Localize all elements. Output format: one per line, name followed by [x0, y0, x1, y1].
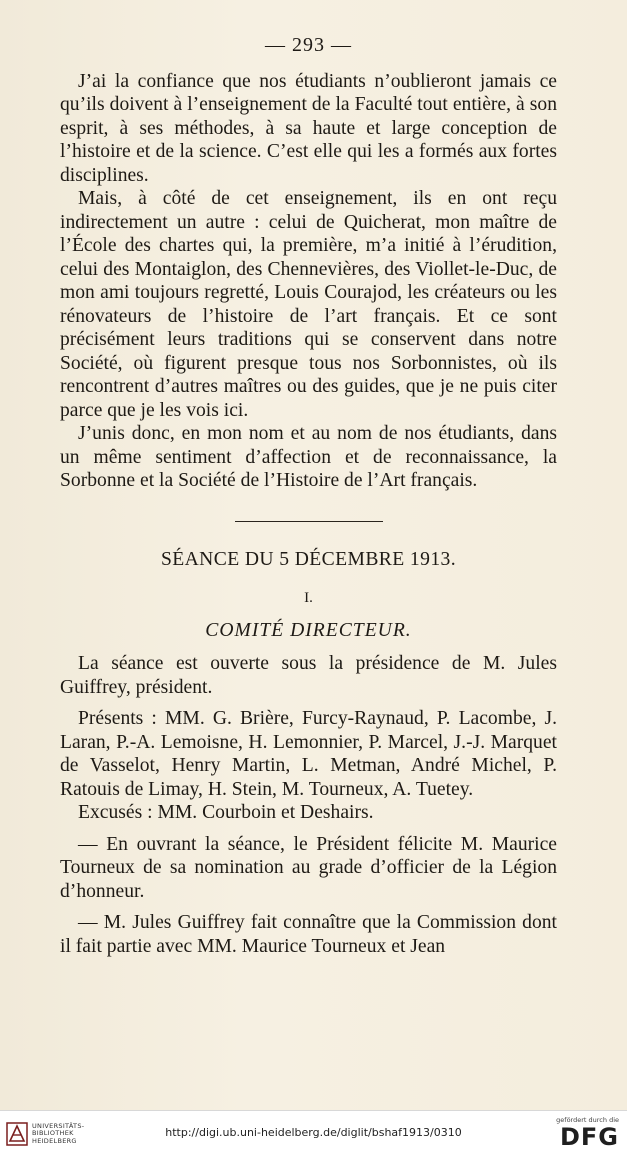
- section-numeral: I.: [304, 590, 313, 606]
- permalink-url[interactable]: http://digi.ub.uni-heidelberg.de/diglit/bshaf1913/0310: [165, 1126, 462, 1139]
- paragraph: J’unis donc, en mon nom et au nom de nos étudiants, dans un même sentiment d’affection et de reconnaissance, la Sorbonne et la Société de l’Histoire de l’Art français.: [60, 423, 557, 491]
- paragraph: Excusés : MM. Courboin et Deshairs.: [78, 802, 374, 823]
- paragraph: La séance est ouverte sous la présidence de M. Jules Guiffrey, président.: [60, 653, 557, 698]
- section-heading: COMITÉ DIRECTEUR.: [205, 619, 412, 641]
- paragraph: Présents : MM. G. Brière, Furcy-Raynaud, P. Lacombe, J. Laran, P.-A. Lemoisne, H. Lemonnier, P. Marcel, J.-J. Marquet de Vasselot, Henry Martin, L. Metman, André Michel, P. Ratouis de Limay, H. Stein, M. Tourneux, A. Tuetey.: [60, 708, 557, 800]
- funding-note: gefördert durch die: [556, 1116, 619, 1124]
- paragraph: Mais, à côté de cet enseignement, ils en ont reçu indirectement un autre : celui de Quicherat, mon maître de l’École des chartes qui, la première, m’a initié à l’érudition, celui des Montaiglon, des Chennevières, des Viollet-le-Duc, de mon ami toujours regretté, Louis Courajod, les créateurs ou les rénovateurs de l’histoire de l’art français. Et ce sont précisément leurs traditions qui se conservent dans notre Société, où figurent presque tous nos Sorbonnistes, où ils rencontrent d’autres maîtres ou des guides, que je ne puis citer parce que je les vois ici.: [60, 188, 557, 421]
- section-divider: [235, 521, 383, 522]
- seance-heading: SÉANCE DU 5 DÉCEMBRE 1913.: [160, 548, 457, 570]
- paragraph: — M. Jules Guiffrey fait connaître que la Commission dont il fait partie avec MM. Maurice Tourneux et Jean: [60, 912, 557, 957]
- library-name: UNIVERSITÄTS- BIBLIOTHEK HEIDELBERG: [32, 1122, 85, 1145]
- paragraph: — En ouvrant la séance, le Président félicite M. Maurice Tourneux de sa nomination au grade d’officier de la Légion d’honneur.: [60, 833, 557, 902]
- dfg-logo[interactable]: [556, 1116, 619, 1150]
- dfg-wordmark: DFG: [559, 1123, 619, 1151]
- paragraph: J’ai la confiance que nos étudiants n’oublieront jamais ce qu’ils doivent à l’enseignement de la Faculté tout entière, à son esprit, à ses méthodes, à sa haute et large conception de l’histoire et de la science. C’est elle qui les a formés aux fortes disciplines.: [60, 70, 557, 186]
- page-text: [60, 34, 557, 958]
- page-number: — 293 —: [265, 34, 352, 56]
- viewer-footer: [0, 1110, 627, 1158]
